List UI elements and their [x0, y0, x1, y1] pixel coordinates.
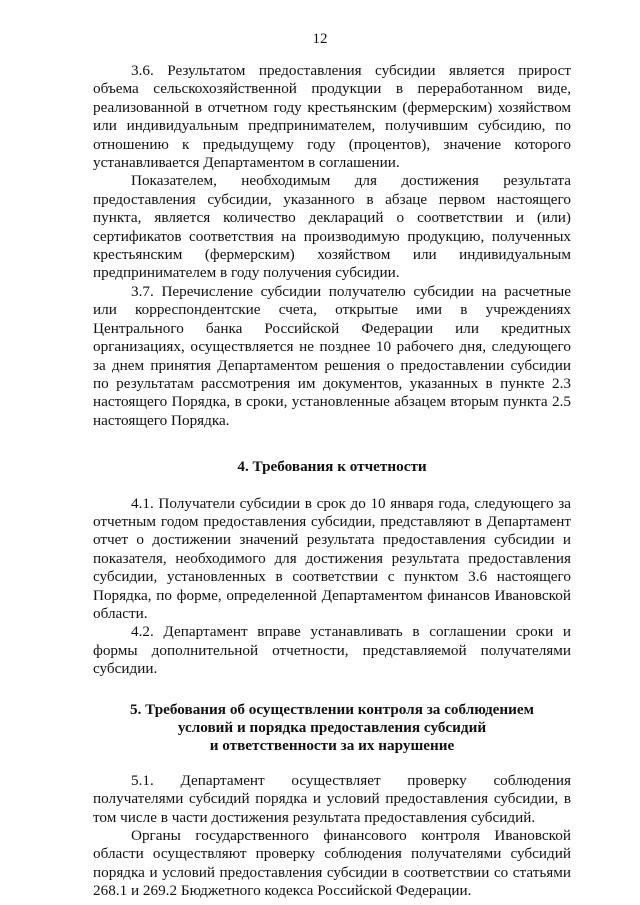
document-body: [93, 62, 571, 901]
section-5-heading-line-3: и ответственности за их нарушение: [209, 737, 455, 755]
paragraph-3-6: 3.6. Результатом предоставления субсидии является прирост объема сельскохозяйственной продукции в переработанном виде, реализованной в отчетном году крестьянским (фермерским) хозяйством или индивидуальным предпринимателем, получившим субсидию, по отношению к предыдущему году (процентов), значение которого устанавливается Департаментом в соглашении.: [93, 62, 571, 172]
paragraph-5-1: 5.1. Департамент осуществляет проверку соблюдения получателями субсидий порядка и условий предоставления субсидии, в том числе в части достижения результата предоставления субсидий.: [93, 771, 571, 826]
paragraph-organs: Органы государственного финансового контроля Ивановской области осуществляют проверку соблюдения получателями субсидий порядка и условий предоставления субсидии в соответствии со статьями 268.1 и 269.2 Бюджетного кодекса Российской Федерации.: [93, 827, 571, 900]
paragraph-4-2: 4.2. Департамент вправе устанавливать в соглашении сроки и формы дополнительной отчетности, представляемой получателями субсидии.: [93, 623, 571, 678]
section-4-heading: 4. Требования к отчетности: [237, 458, 427, 476]
page-number: 12: [312, 31, 328, 47]
section-5-heading-line-2: условий и порядка предоставления субсидий: [177, 719, 487, 736]
section-5-heading-line-1: 5. Требования об осуществлении контроля за соблюдением: [129, 700, 535, 718]
section-5-heading: [93, 701, 571, 756]
paragraph-3-7: 3.7. Перечисление субсидии получателю субсидии на расчетные или корреспондентские счета, открытые ими в учреждениях Центрального банка Российской Федерации или кредитных организациях, осуществляется не позднее 10 рабочего дня, следующего за днем принятия Департаментом решения о предоставлении субсидии по результатам рассмотрения им документов, указанных в пункте 2.3 настоящего Порядка, в сроки, установленные абзацем вторым пункта 2.5 настоящего Порядка.: [93, 282, 571, 429]
paragraph-4-1: 4.1. Получатели субсидии в срок до 10 января года, следующего за отчетным годом предоставления субсидии, представляют в Департамент отчет о достижении значений результата предоставления субсидии и показателя, необходимого для достижения результата предоставления субсидии, установленных в соответствии с пунктом 3.6 настоящего Порядка, по форме, определенной Департаментом финансов Ивановской области.: [93, 494, 571, 622]
paragraph-indicator: Показателем, необходимым для достижения результата предоставления субсидии, указанного в абзаце первом настоящего пункта, является количество деклараций о соответствии и (или) сертификатов соответствия на производимую продукцию, полученных крестьянским (фермерским) хозяйством или индивидуальным предпринимателем в году получения субсидии.: [93, 172, 571, 282]
